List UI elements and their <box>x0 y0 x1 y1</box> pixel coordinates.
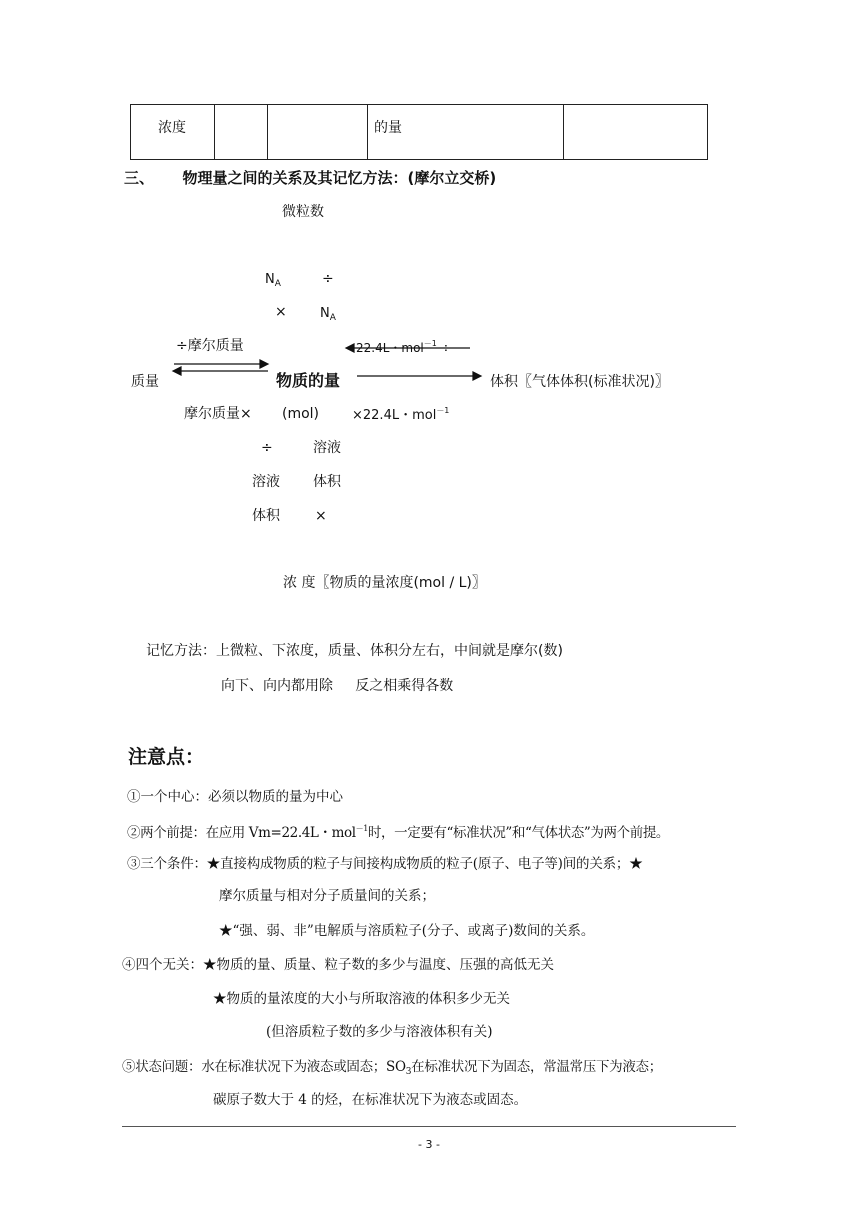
note-item: ⑤状态问题：水在标准状况下为液态或固态；$SO_3$在标准状况下为固态，常温常压下为液态； <box>122 1059 662 1077</box>
note-item: ②两个前提：在应用 Vm=22.4L・mol$^{-1}$时，一定要有“标准状况”和“气体状态”为两个前提。 <box>127 824 670 841</box>
note-item: ①一个中心：必须以物质的量为中心 <box>127 789 343 805</box>
note-item: ④四个无关：★物质的量、质量、粒子数的多少与温度、压强的高低无关 <box>122 957 554 973</box>
note-item: (但溶质粒子数的多少与溶液体积有关) <box>266 1024 493 1040</box>
divide-molar-mass-label: ÷摩尔质量 <box>176 338 244 354</box>
note-item: ★物质的量浓度的大小与所取溶液的体积多少无关 <box>213 991 510 1007</box>
arrow-head <box>473 372 481 380</box>
page-number: - 3 - <box>418 1138 440 1151</box>
volume-divide-label: 22.4L・mol$^{-1}$ ÷ <box>356 339 451 355</box>
note-item: 碳原子数大于 4 的烃，在标准状况下为液态或固态。 <box>213 1092 528 1108</box>
volume-label: 体积〖气体体积(标准状况)〗 <box>490 374 669 390</box>
multiply-symbol: × <box>275 304 287 320</box>
memory-method-line1: 记忆方法：上微粒、下浓度，质量、体积分左右，中间就是摩尔(数) <box>146 643 563 659</box>
amount-of-substance-label: 物质的量 <box>276 371 341 390</box>
multiply-symbol-lower: × <box>315 508 327 524</box>
solution-label: 溶液 <box>313 440 341 456</box>
avogadro-label-left: $N_A$ <box>265 272 281 289</box>
table-cell: 浓度 <box>158 120 186 136</box>
avogadro-label-right: $N_A$ <box>320 306 336 323</box>
volume-times-label: ×22.4L・mol$^{-1}$ <box>352 406 450 423</box>
arrow-head <box>173 367 181 375</box>
concentration-label: 浓 度〖物质的量浓度(mol / L)〗 <box>283 575 486 591</box>
notes-title: 注意点： <box>128 746 205 768</box>
table-cell: 的量 <box>374 120 402 136</box>
times-molar-mass-label: 摩尔质量× <box>184 406 252 422</box>
section-number: 三、 <box>124 169 155 187</box>
diagram-top-label: 微粒数 <box>282 204 324 220</box>
arrow-head <box>260 360 268 368</box>
mol-unit-label: (mol) <box>282 406 320 422</box>
note-item: ★“强、弱、非”电解质与溶质粒子(分子、或离子)数间的关系。 <box>219 923 595 939</box>
solution-label: 溶液 <box>252 474 280 490</box>
divide-symbol: ÷ <box>322 271 334 287</box>
diagram-arrows <box>0 0 860 423</box>
footer-divider <box>122 1126 736 1127</box>
divide-symbol-lower: ÷ <box>261 440 273 456</box>
arrow-head <box>346 344 354 352</box>
volume-word: 体积 <box>313 474 341 490</box>
mass-label: 质量 <box>131 374 159 390</box>
section-title: 物理量之间的关系及其记忆方法：(摩尔立交桥) <box>182 169 497 187</box>
memory-method-line2: 向下、向内都用除 反之相乘得各数 <box>221 678 454 694</box>
volume-word: 体积 <box>252 508 280 524</box>
note-item: ③三个条件：★直接构成物质的粒子与间接构成物质的粒子(原子、电子等)间的关系；★ <box>127 856 643 872</box>
note-item: 摩尔质量与相对分子质量间的关系； <box>219 888 435 904</box>
